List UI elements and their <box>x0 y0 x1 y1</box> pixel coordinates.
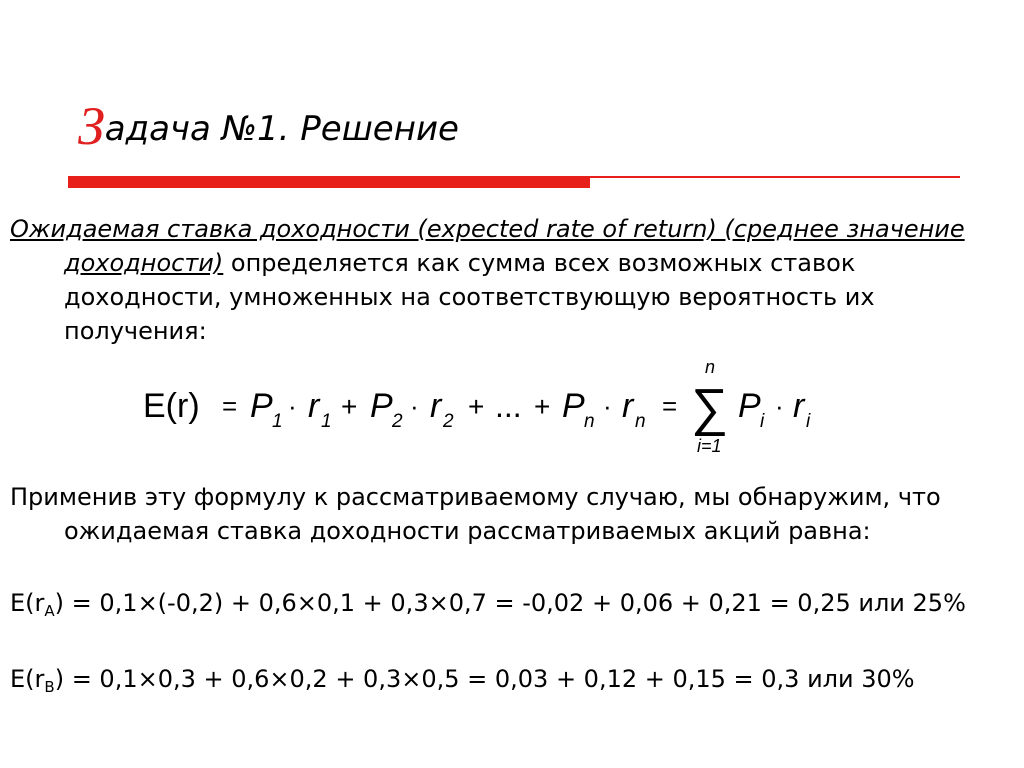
formula-p2: P <box>370 387 393 425</box>
formula-r1: r <box>308 387 320 425</box>
sum-upper-limit: n <box>705 357 716 377</box>
formula-plus-1: + <box>341 391 358 422</box>
formula-dot-2: · <box>410 391 419 421</box>
formula-dot-4: · <box>775 391 784 421</box>
calc-b-sub: B <box>44 678 55 696</box>
calc-b-rest: ) = 0,1×0,3 + 0,6×0,2 + 0,3×0,5 = 0,03 + 0,12 + 0,15 = 0,3 или 30% <box>54 665 915 693</box>
formula-rn: r <box>622 387 634 425</box>
formula-r2-sub: 2 <box>443 411 454 432</box>
intro-term: Ожидаемая ставка доходности (expected rate of return) (среднее значение доходности) <box>10 215 965 277</box>
formula-pn-sub: n <box>584 411 595 432</box>
formula-ellipsis: ... <box>495 388 522 424</box>
formula-r2: r <box>430 387 442 425</box>
calc-b-prefix: E(r <box>10 665 45 693</box>
formula-plus-3: + <box>534 391 551 422</box>
intro-text: определяется как сумма всех возможных ставок доходности, умноженных на соответствующую вероятность их получения: <box>64 249 875 345</box>
formula-dot-3: · <box>603 391 612 421</box>
formula-pi: P <box>738 387 761 425</box>
formula-lhs: E(r) <box>143 387 200 425</box>
calc-a-prefix: E(r <box>10 589 45 617</box>
formula-p1: P <box>250 387 273 425</box>
calc-stock-b <box>10 662 1000 696</box>
formula-dot-1: · <box>288 391 297 421</box>
formula-ri: r <box>793 387 805 425</box>
formula-p1-sub: 1 <box>272 411 283 432</box>
apply-paragraph: Применив эту формулу к рассматриваемому случаю, мы обнаружим, что ожидаемая ставка доходности рассматриваемых акций равна: <box>10 483 941 545</box>
calc-a-rest: ) = 0,1×(-0,2) + 0,6×0,1 + 0,3×0,7 = -0,02 + 0,06 + 0,21 = 0,25 или 25% <box>54 589 966 617</box>
title-underline-thin <box>590 176 960 178</box>
title-underline-thick <box>68 176 590 188</box>
calc-a-sub: A <box>44 602 55 620</box>
intro-paragraph <box>10 212 1000 348</box>
formula-eq-1: = <box>222 391 238 421</box>
formula-eq-2: = <box>662 391 678 421</box>
formula-r1-sub: 1 <box>321 411 332 432</box>
formula-ri-sub: i <box>806 411 811 432</box>
formula-p2-sub: 2 <box>392 411 403 432</box>
sum-lower-limit: i=1 <box>697 436 722 456</box>
calc-stock-a <box>10 586 1000 620</box>
title-text: адача №1. Решение <box>104 109 459 149</box>
title-initial: З <box>78 96 105 156</box>
expected-return-formula <box>138 355 838 465</box>
slide-title <box>78 96 459 159</box>
sum-sign: ∑ <box>691 379 729 437</box>
formula-plus-2: + <box>468 391 485 422</box>
formula-pn: P <box>562 387 585 425</box>
formula-rn-sub: n <box>635 411 646 432</box>
formula-pi-sub: i <box>760 411 765 432</box>
